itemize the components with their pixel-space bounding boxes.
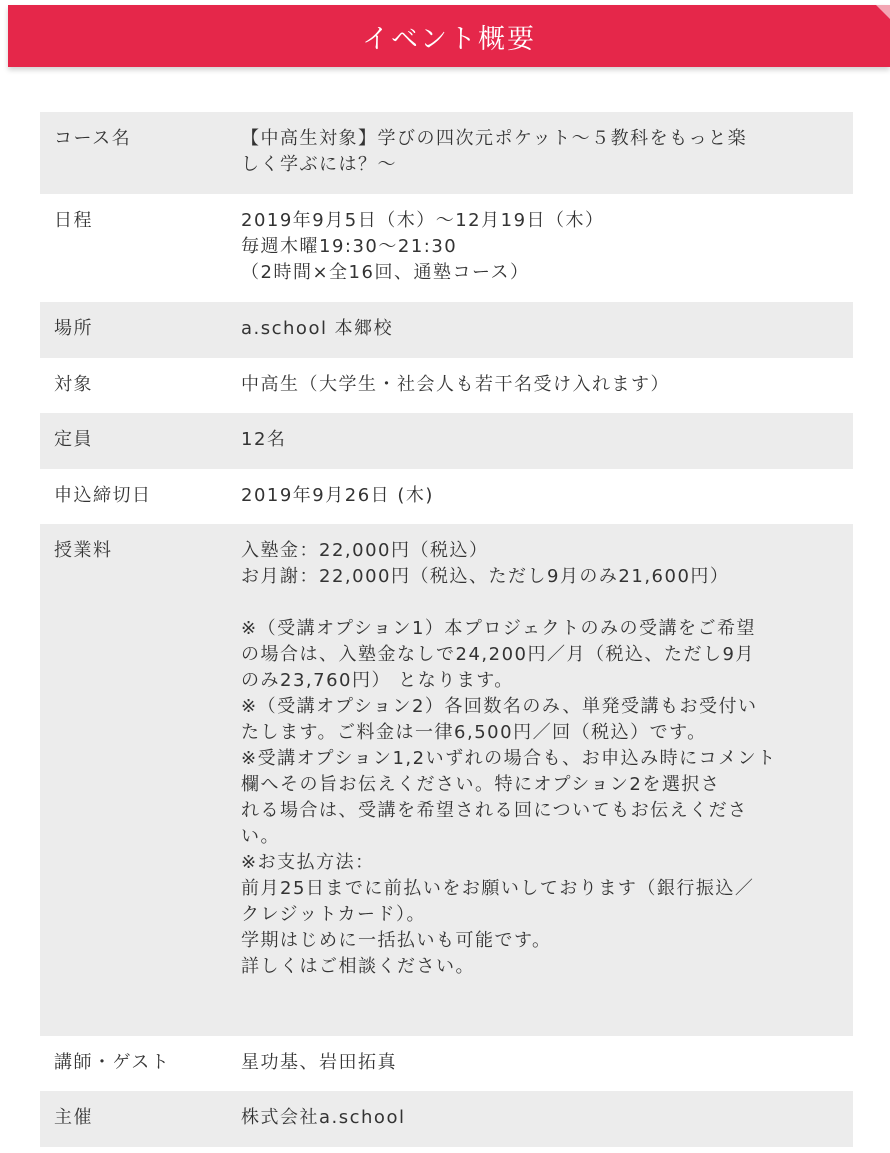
row-value (241, 316, 831, 358)
value-line: 株式会社a.school (241, 1107, 406, 1128)
row-value (241, 1105, 831, 1147)
value-line: 【中高生対象】学びの四次元ポケット〜５教科をもっと楽 (241, 128, 748, 149)
row-fee (40, 524, 853, 1036)
paragraph-gap (241, 590, 831, 616)
value-line: 前月25日までに前払いをお願いしております（銀行振込／ (241, 878, 755, 899)
row-schedule (40, 194, 853, 302)
value-line: れる場合は、受講を希望される回についてもお伝えくださ (241, 800, 748, 821)
row-capacity (40, 413, 853, 469)
value-line: い。 (241, 826, 280, 847)
row-value (241, 208, 831, 302)
row-place (40, 302, 853, 358)
row-label: 授業料 (54, 540, 113, 561)
value-line: 12名 (241, 429, 287, 450)
value-line: のみ23,760円） となります。 (241, 670, 514, 691)
row-target (40, 358, 853, 413)
row-label: 日程 (54, 210, 93, 231)
value-line: 毎週木曜19:30〜21:30 (241, 236, 458, 257)
value-line: ※（受講オプション2）各回数名のみ、単発受講もお受付い (241, 696, 758, 717)
value-line: 欄へその旨お伝えください。特にオプション2を選択さ (241, 774, 721, 795)
value-line: ※受講オプション1,2いずれの場合も、お申込み時にコメント (241, 748, 777, 769)
section-title: イベント概要 (362, 23, 536, 55)
value-line: たします。ご料金は一律6,500円／回（税込）です。 (241, 722, 707, 743)
row-course (40, 112, 853, 194)
row-label: 場所 (54, 318, 93, 339)
event-overview-table (40, 112, 853, 1147)
row-deadline (40, 469, 853, 524)
row-label: 定員 (54, 429, 93, 450)
row-value (241, 427, 831, 469)
value-line: ※お支払方法： (241, 852, 375, 873)
value-line: 中高生（大学生・社会人も若干名受け入れます） (241, 374, 670, 395)
value-line: ※（受講オプション1）本プロジェクトのみの受講をご希望 (241, 618, 757, 639)
value-line: a.school 本郷校 (241, 318, 394, 339)
row-value (241, 372, 831, 413)
value-line: 星功基、岩田拓真 (241, 1052, 397, 1073)
row-value (241, 1050, 831, 1091)
row-label: コース名 (54, 128, 132, 149)
row-value (241, 538, 831, 1036)
row-label: 講師・ゲスト (54, 1052, 171, 1073)
value-line: クレジットカード）。 (241, 904, 427, 925)
row-label: 主催 (54, 1107, 93, 1128)
value-line: （2時間×全16回、通塾コース） (241, 262, 530, 283)
value-line: お月謝：22,000円（税込、ただし9月のみ21,600円） (241, 566, 730, 587)
value-line: 入塾金：22,000円（税込） (241, 540, 489, 561)
row-instructor (40, 1036, 853, 1091)
value-line: 学期はじめに一括払いも可能です。 (241, 930, 552, 951)
row-label: 対象 (54, 374, 93, 395)
value-line: 2019年9月5日（木）〜12月19日（木） (241, 210, 605, 231)
value-line: 2019年9月26日 (木) (241, 485, 434, 506)
row-organizer (40, 1091, 853, 1147)
row-label: 申込締切日 (54, 485, 152, 506)
row-value (241, 126, 831, 194)
section-header (8, 5, 890, 67)
header-corner-accent (876, 5, 890, 19)
value-line: の場合は、入塾金なしで24,200円／月（税込、ただし9月 (241, 644, 755, 665)
row-value (241, 483, 831, 524)
value-line: 詳しくはご相談ください。 (241, 956, 475, 977)
value-line: しく学ぶには？〜 (241, 154, 397, 175)
